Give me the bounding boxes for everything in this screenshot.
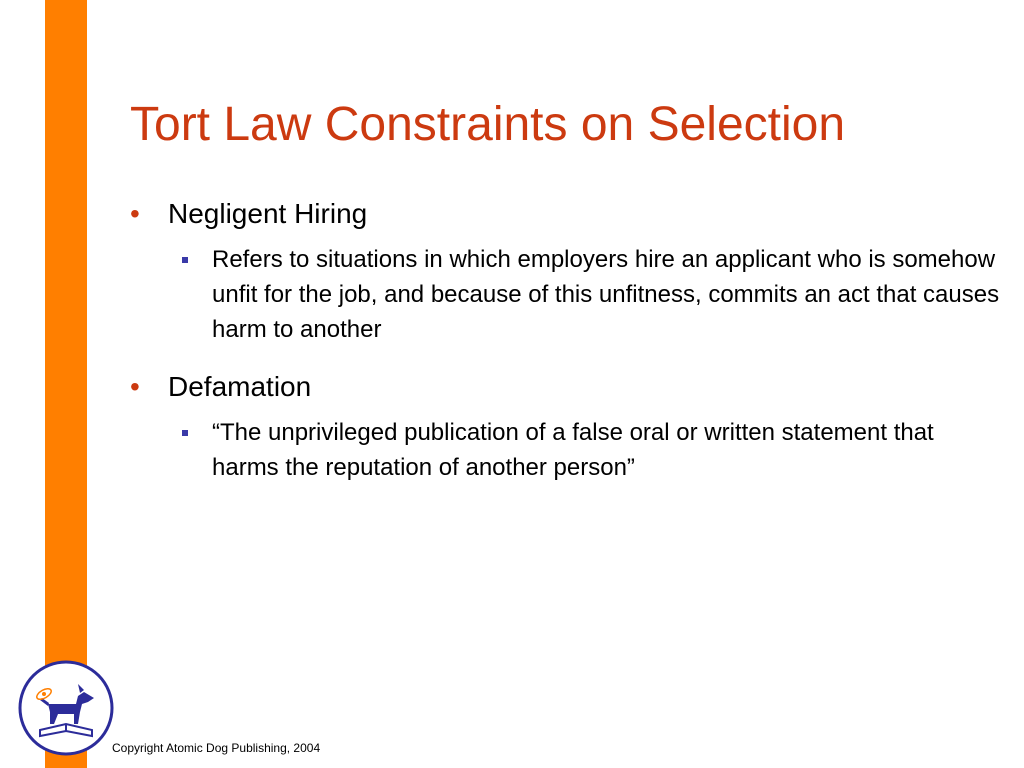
sub-bullet-text: Refers to situations in which employers hire an applicant who is somehow unfit for the job, and because of this unfitness, commits an act that causes harm to another [212,246,1000,343]
bullet-item [130,369,1000,405]
orange-side-bar [45,0,87,768]
sub-bullet-text: “The unprivileged publication of a false oral or written statement that harms the reputation of another person” [212,419,934,481]
bullet-group-defamation [130,369,1000,485]
bullet-group-negligent-hiring [130,196,1000,347]
square-bullet-icon [182,430,188,436]
bullet-label: Defamation [168,371,312,402]
square-bullet-icon [182,257,188,263]
bullet-item [130,196,1000,232]
slide-title: Tort Law Constraints on Selection [130,98,846,151]
bullet-dot-icon: • [130,198,140,229]
sub-bullet-item [174,415,1000,485]
slide-content [130,196,1000,507]
atomic-dog-logo-icon [18,660,114,756]
bullet-dot-icon: • [130,371,140,402]
copyright-text: Copyright Atomic Dog Publishing, 2004 [112,741,321,755]
bullet-label: Negligent Hiring [168,198,368,229]
sub-bullet-item [174,242,1000,347]
